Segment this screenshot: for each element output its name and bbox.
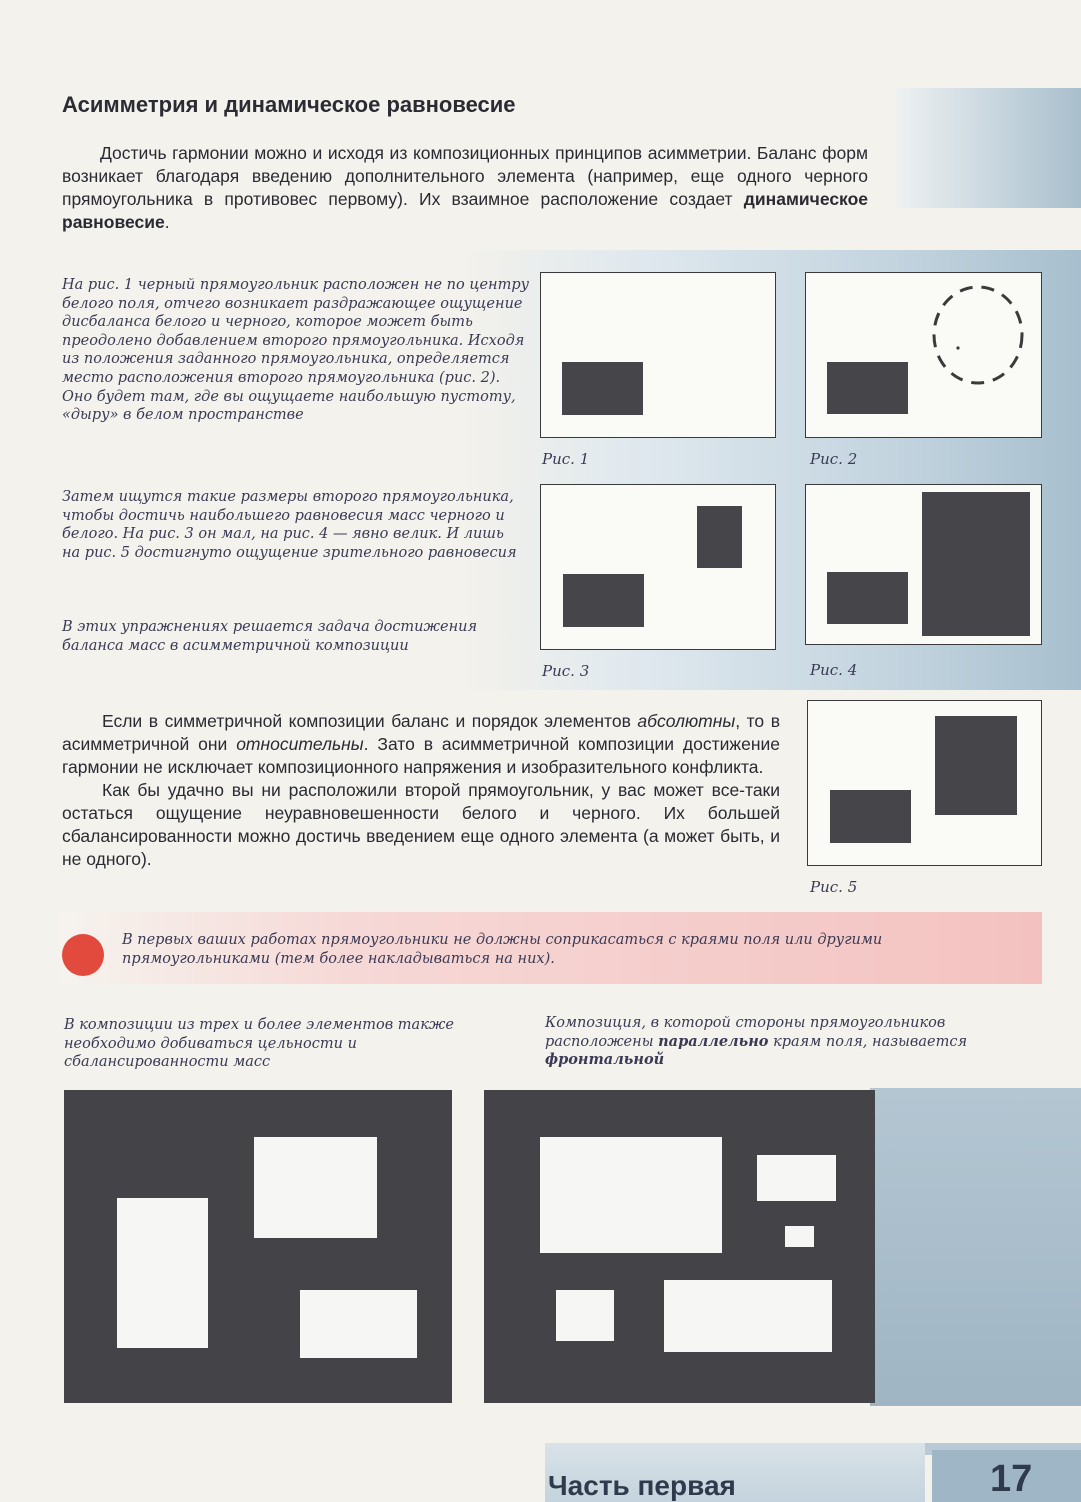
body-p1-b: , то в асимметричной они (62, 711, 780, 754)
composition-three-elements (64, 1090, 452, 1403)
body-text (62, 710, 780, 871)
note-exercises (62, 618, 507, 655)
part-title: Часть первая (548, 1470, 736, 1501)
page-number: 17 (990, 1458, 1033, 1500)
bottom-right-note-b: краям поля, называется (768, 1033, 968, 1050)
empty-space-marker (926, 281, 1030, 389)
body-paragraph-2: Как бы удачно вы ни расположили второй прямоугольник, у вас может все-таки остаться ощущение неуравновешенности белого и черного. Их большей сбалансированности можно достичь введением еще одного элемента (а может быть, и не одного). (62, 780, 780, 869)
white-rectangle (664, 1280, 832, 1352)
white-rectangle (785, 1226, 814, 1247)
figure-1 (540, 272, 776, 438)
black-rectangle (563, 574, 644, 627)
figure-1-caption: Рис. 1 (542, 450, 590, 468)
figure-4 (805, 484, 1042, 645)
intro-paragraph (62, 142, 868, 234)
composition-frontal (484, 1090, 875, 1403)
bottom-right-note-bold-2: фронтальной (545, 1051, 665, 1069)
note-figures-1-2-text: На рис. 1 черный прямоугольник расположен не по центру белого поля, отчего возникает раздражающее ощущение дисбаланса белого и черного, которое может быть преодолено добавлением второго прямоугольника. Исходя из положения заданного прямоугольника, определяется место расположения второго прямоугольника (рис. 2). Оно будет там, где вы ощущаете наибольшую пустоту, «дыру» в белом пространстве (62, 277, 530, 424)
figure-4-caption: Рис. 4 (810, 661, 858, 679)
white-rectangle (556, 1290, 614, 1341)
warning-dot-icon (62, 934, 104, 976)
white-rectangle (254, 1137, 377, 1238)
body-p1-a: Если в симметричной композиции баланс и порядок элементов (102, 711, 638, 731)
body-p1-italic-2: относительны (236, 734, 364, 754)
warning-text: В первых ваших работах прямоугольники не должны соприкасаться с краями поля или другими прямоугольниками (тем более накладываться на них). (122, 932, 883, 967)
black-rectangle-large (922, 492, 1030, 636)
body-p1-italic-1: абсолютны (637, 711, 736, 731)
figure-2 (805, 272, 1042, 438)
black-rectangle-balanced (935, 716, 1017, 815)
white-rectangle (117, 1198, 208, 1348)
intro-end: . (164, 212, 170, 232)
bottom-right-note-bold-1: параллельно (658, 1032, 769, 1050)
white-rectangle (757, 1155, 836, 1201)
bottom-left-note: В композиции из трех и более элементов также необходимо добиваться цельности и сбалансированности масс (64, 1017, 454, 1071)
white-rectangle (540, 1137, 722, 1253)
decor-band-top (895, 88, 1081, 208)
bottom-right-note (545, 1014, 1045, 1070)
body-p1-c: . Зато в асимметричной композиции достижение гармонии не исключает композиционного напряжения и изобразительного конфликта. (62, 734, 780, 777)
note-figures-1-2 (62, 276, 530, 425)
note-figures-3-5-text: Затем ищутся такие размеры второго прямоугольника, чтобы достичь наибольшего равновесия масс черного и белого. На рис. 3 он мал, на рис. 4 — явно велик. И лишь на рис. 5 достигнуто ощущение зрительного равновесия (62, 489, 517, 561)
note-exercises-text: В этих упражнениях решается задача достижения баланса масс в асимметричной композиции (62, 619, 478, 654)
body-paragraph-1 (62, 710, 780, 779)
figure-2-caption: Рис. 2 (810, 450, 858, 468)
black-rectangle (562, 362, 643, 415)
decor-band-bottom (870, 1088, 1081, 1406)
black-rectangle-small (697, 506, 742, 568)
figure-5-caption: Рис. 5 (810, 878, 858, 896)
white-rectangle (300, 1290, 417, 1358)
figure-3 (540, 484, 776, 650)
black-rectangle (827, 572, 908, 624)
figure-5 (807, 700, 1042, 866)
section-title: Асимметрия и динамическое равновесие (62, 92, 516, 117)
figure-3-caption: Рис. 3 (542, 662, 590, 680)
black-rectangle (830, 790, 911, 843)
intro-text: Достичь гармонии можно и исходя из композиционных принципов асимметрии. Баланс форм возникает благодаря введению дополнительного элемента (например, еще одного черного прямоугольника в противовес первому). Их взаимное расположение создает (62, 143, 868, 209)
black-rectangle (827, 362, 908, 414)
note-figures-3-5 (62, 488, 517, 562)
intro-term: динамическое равновесие (62, 189, 868, 232)
bottom-right-note-a: Композиция, в которой стороны прямоугольников расположены (545, 1015, 946, 1050)
